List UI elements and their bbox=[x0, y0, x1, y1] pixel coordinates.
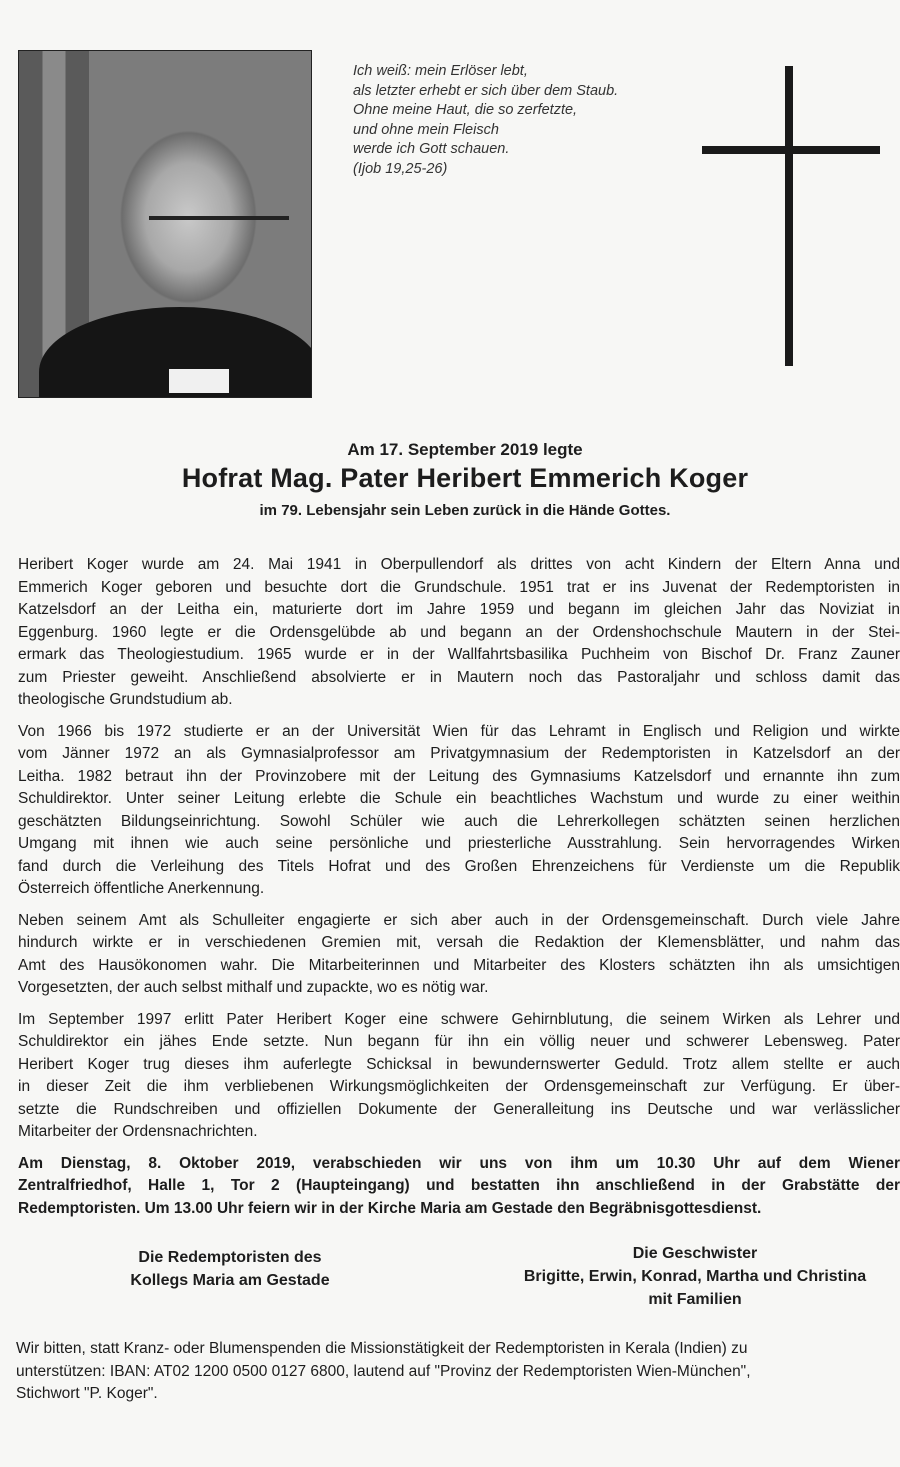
verse-line: Ich weiß: mein Erlöser lebt, bbox=[353, 63, 528, 79]
text-line: Schuldirektor ein jähes Ende setzte. Nun begann für ihn ein völlig neuer und schwerer Lebensweg. Pater bbox=[18, 1033, 900, 1050]
age-line: im 79. Lebensjahr sein Leben zurück in die Hände Gottes. bbox=[259, 502, 671, 519]
text-line: Zentralfriedhof, Halle 1, Tor 2 (Haupteingang) und bestatten ihn anschließend in der Grabstätte der bbox=[18, 1177, 900, 1194]
text-line: theologische Grundstudium ab. bbox=[18, 691, 233, 708]
text-line: Am Dienstag, 8. Oktober 2019, verabschieden wir uns von ihm um 10.30 Uhr auf dem Wiener bbox=[18, 1154, 900, 1172]
text-line: Redemptoristen. Um 13.00 Uhr feiern wir in der Kirche Maria am Gestade den Begräbnisgottesdienst. bbox=[18, 1199, 762, 1217]
footer-line: Stichwort "P. Koger". bbox=[16, 1385, 158, 1402]
cross-icon bbox=[785, 66, 793, 366]
text-line: Amt des Hausökonomen wahr. Die Mitarbeiterinnen und Mitarbeiter des Klosters schätzten ihn als umsichtigen bbox=[18, 956, 900, 974]
text-line: ermark das Theologiestudium. 1965 wurde er in der Wallfahrtsbasilika Puchheim von Bischof Dr. Franz Zauner bbox=[18, 646, 900, 663]
text-line: Neben seinem Amt als Schulleiter engagierte er sich aber auch in der Ordensgemeinschaft. Durch viele Jahre bbox=[18, 911, 900, 929]
cross-icon-bar bbox=[702, 146, 880, 154]
text-line: hindurch wirkte er in verschiedenen Gremien mit, versah die Redaktion der Klemensblätter, und nahm das bbox=[18, 934, 900, 951]
signature-redemptorists bbox=[110, 1246, 350, 1292]
footer-line: unterstützen: IBAN: AT02 1200 0500 0127 6800, lautend auf "Provinz der Redemptoristen Wien-München", bbox=[16, 1362, 751, 1380]
footer-line: Wir bitten, statt Kranz- oder Blumenspenden die Missionstätigkeit der Redemptoristen in Kerala (Indien) zu bbox=[16, 1340, 748, 1357]
signature-siblings bbox=[490, 1242, 900, 1311]
signature-line: mit Familien bbox=[648, 1291, 742, 1308]
text-line: setzte die Rundschreiben und offiziellen Dokumente der Generalleitung ins Deutsche und war verlässlicher bbox=[18, 1100, 900, 1118]
text-line: fand durch die Verleihung des Titels Hofrat und des Großen Ehrenzeichens für Verdienste um die Republik bbox=[18, 857, 900, 875]
deceased-name: Hofrat Mag. Pater Heribert Emmerich Koger bbox=[181, 463, 749, 493]
glasses-shape bbox=[149, 216, 289, 270]
date-line: Am 17. September 2019 legte bbox=[347, 440, 583, 459]
obituary-text bbox=[18, 545, 900, 1229]
text-line: geschätzten Bildungseinrichtung. Sowohl Schüler wie auch die Lehrerkollegen schätzten seinen herzlichen bbox=[18, 812, 900, 830]
text-line: Heribert Koger wurde am 24. Mai 1941 in Oberpullendorf als drittes von acht Kindern der Eltern Anna und bbox=[18, 556, 900, 573]
text-line: Mitarbeiter der Ordensnachrichten. bbox=[18, 1123, 258, 1140]
bible-verse bbox=[353, 62, 673, 179]
clerical-collar-shape bbox=[169, 369, 229, 393]
signature-line: Kollegs Maria am Gestade bbox=[130, 1272, 330, 1289]
text-line: Heribert Koger trug dieses ihm auferlegte Schicksal in bewundernswerter Geduld. Trotz allem stellte er auch bbox=[18, 1055, 900, 1073]
text-line: Katzelsdorf an der Leitha ein, maturierte dort im Jahre 1959 und begann im gleichen Jahr das Noviziat in bbox=[18, 601, 900, 618]
text-line: Umgang mit ihnen wie auch seine persönliche und priesterliche Ausstrahlung. Sein hervorragendes Wirken bbox=[18, 835, 900, 852]
text-line: Schuldirektor. Unter seiner Leitung erlebte die Schule ein beachtliches Wachstum und wurde zu einer weithin bbox=[18, 790, 900, 807]
text-line: Im September 1997 erlitt Pater Heribert Koger eine schwere Gehirnblutung, die seinem Wirken als Lehrer und bbox=[18, 1010, 900, 1028]
verse-line: und ohne mein Fleisch bbox=[353, 121, 499, 138]
signature-line: Brigitte, Erwin, Konrad, Martha und Christina bbox=[523, 1268, 867, 1285]
text-line: zum Priester geweiht. Anschließend absolvierte er in Mautern noch das Pastoraljahr und schloss damit das bbox=[18, 668, 900, 686]
verse-reference: (Ijob 19,25-26) bbox=[353, 160, 448, 177]
text-line: in dieser Zeit die ihm verbliebenen Wirkungsmöglichkeiten der Ordensgemeinschaft zur Verfügung. Er über- bbox=[18, 1078, 900, 1095]
signature-line: Die Redemptoristen des bbox=[138, 1249, 322, 1266]
text-line: Vorgesetzten, der auch selbst mithalf und zupackte, wo es nötig war. bbox=[18, 979, 489, 996]
text-line: vom Jänner 1972 an als Gymnasialprofessor am Privatgymnasium der Redemptoristen in Katzelsdorf an der bbox=[18, 745, 900, 762]
donation-note bbox=[16, 1338, 900, 1406]
text-line: Emmerich Koger geboren und besuchte dort die Grundschule. 1951 trat er ins Juvenat der Redemptoristen in bbox=[18, 578, 900, 596]
text-line: Leitha. 1982 betraut ihn der Provinzobere mit der Leitung des Gymnasiums Katzelsdorf und ernannte ihn zum bbox=[18, 767, 900, 785]
verse-line: werde ich Gott schauen. bbox=[353, 141, 510, 157]
verse-line: Ohne meine Haut, die so zerfetzte, bbox=[353, 102, 578, 118]
text-line: Eggenburg. 1960 legte er die Ordensgelübde ab und begann an der Ordenshochschule Mautern in der Stei- bbox=[18, 623, 900, 641]
portrait-photo bbox=[18, 50, 312, 398]
verse-line: als letzter erhebt er sich über dem Staub. bbox=[353, 82, 619, 99]
signature-line: Die Geschwister bbox=[632, 1245, 758, 1262]
text-line: Österreich öffentliche Anerkennung. bbox=[18, 880, 265, 897]
text-line: Von 1966 bis 1972 studierte er an der Universität Wien für das Lehramt in Englisch und Religion und wirkte bbox=[18, 722, 900, 740]
